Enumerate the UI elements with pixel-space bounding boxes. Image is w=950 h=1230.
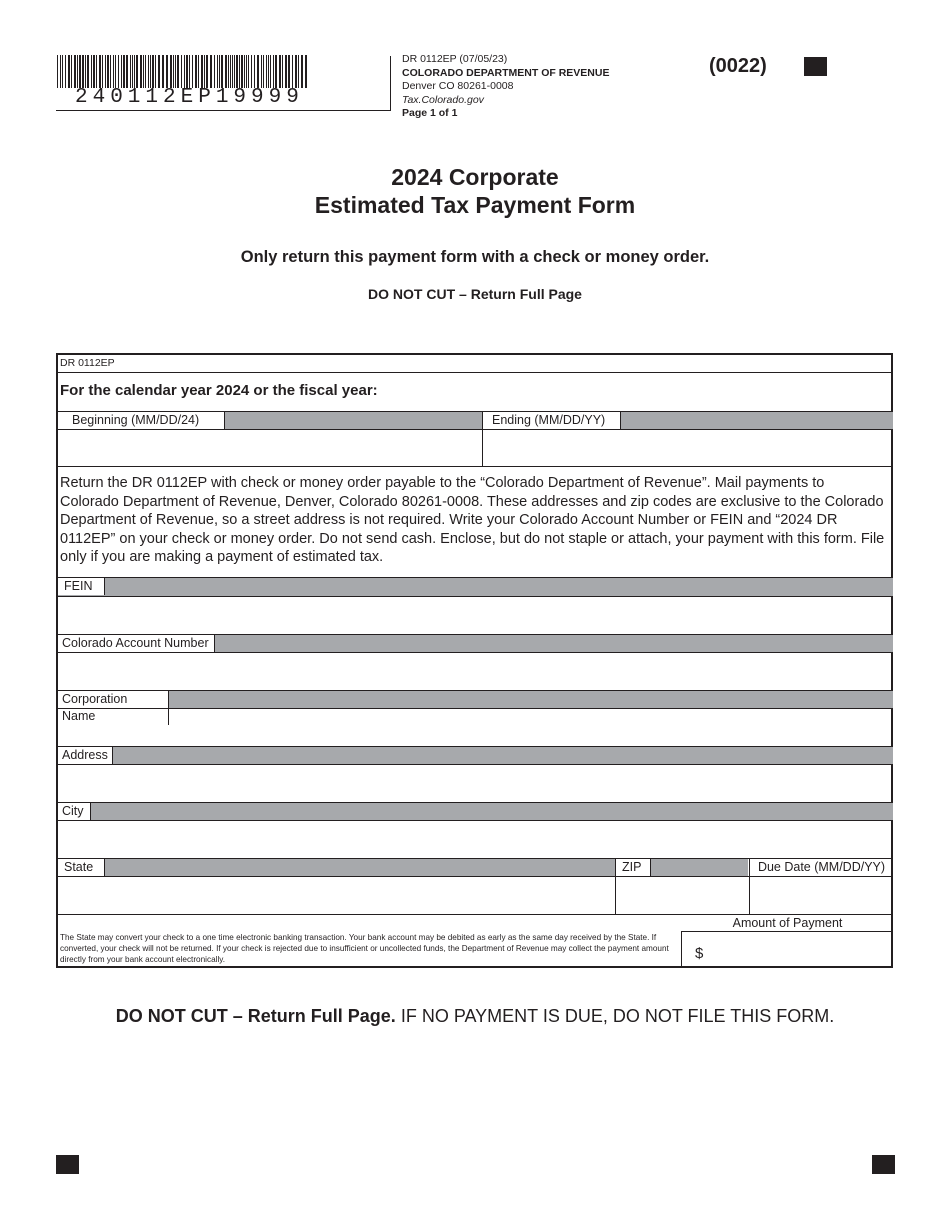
department-address: Denver CO 80261-0008 xyxy=(402,80,514,92)
fein-label: FEIN xyxy=(58,578,105,595)
corporation-name-input[interactable] xyxy=(64,712,888,744)
due-date-input[interactable] xyxy=(755,880,891,912)
beginning-date-input[interactable] xyxy=(64,433,478,463)
disclaimer: The State may convert your check to a one time electronic banking transaction. Your bank account may be debited as early as the same day received by the State. If converted, your check will not be returned. If your check is rejected due to insufficient or uncollected funds, the Department of Revenue may collect the payment amount directly from your bank account electronically. xyxy=(60,933,669,965)
website: Tax.Colorado.gov xyxy=(402,93,484,106)
subtitle: Only return this payment form with a check or money order. xyxy=(240,248,710,266)
page-number: Page 1 of 1 xyxy=(402,107,458,119)
footer-notice xyxy=(0,1006,950,1027)
zip-label: ZIP xyxy=(616,859,651,876)
registration-mark xyxy=(56,1155,79,1174)
zip-input[interactable] xyxy=(621,880,747,912)
fiscal-year-heading: For the calendar year 2024 or the fiscal year: xyxy=(60,382,378,399)
divider xyxy=(390,56,391,111)
barcode-number: 240112EP19999 xyxy=(75,86,304,109)
page-title: 2024 Corporate xyxy=(391,164,559,190)
city-input[interactable] xyxy=(64,824,888,856)
footer-text: IF NO PAYMENT IS DUE, DO NOT FILE THIS FORM. xyxy=(400,1006,835,1026)
form-header-info xyxy=(402,53,609,121)
account-number-input[interactable] xyxy=(64,656,888,688)
barcode xyxy=(57,55,311,88)
amount-input[interactable] xyxy=(710,937,890,965)
form-code: (0022) xyxy=(709,55,767,77)
beginning-label: Beginning (MM/DD/24) xyxy=(58,412,225,429)
registration-mark xyxy=(872,1155,895,1174)
footer-bold: DO NOT CUT – Return Full Page. xyxy=(115,1006,396,1026)
state-input[interactable] xyxy=(64,880,613,912)
page-title-line2: Estimated Tax Payment Form xyxy=(314,192,636,218)
address-input[interactable] xyxy=(64,768,888,800)
form-id: DR 0112EP (07/05/23) xyxy=(402,53,508,65)
registration-mark xyxy=(804,57,827,76)
due-date-label: Due Date (MM/DD/YY) xyxy=(757,860,886,874)
corporation-name-label: Corporation Name xyxy=(58,691,169,725)
ending-date-input[interactable] xyxy=(489,433,891,463)
amount-label: Amount of Payment xyxy=(732,916,843,930)
dollar-sign: $ xyxy=(695,945,704,962)
address-label: Address xyxy=(58,747,113,764)
state-label: State xyxy=(58,859,105,876)
ending-label: Ending (MM/DD/YY) xyxy=(483,412,621,429)
payment-form xyxy=(56,353,893,968)
notice: DO NOT CUT – Return Full Page xyxy=(368,286,582,302)
form-label: DR 0112EP xyxy=(60,357,115,369)
fein-input[interactable] xyxy=(64,600,888,632)
account-number-label: Colorado Account Number xyxy=(58,635,215,652)
city-label: City xyxy=(58,803,91,820)
divider xyxy=(56,110,390,111)
instructions: Return the DR 0112EP with check or money order payable to the “Colorado Department of Revenue”. Mail payments to Colorado Department of Revenue, Denver, Colorado 80261-0008. These addresses and zip codes are exclusive to the Colorado Department of Revenue, so a street address is not required. Write your Colorado Account Number or FEIN and “2024 DR 0112EP” on your check or money order. Do not send cash. Enclose, but do not staple or attach, your payment with this form. File only if you are making a payment of estimated tax. xyxy=(60,475,885,566)
department-name: COLORADO DEPARTMENT OF REVENUE xyxy=(402,66,610,79)
